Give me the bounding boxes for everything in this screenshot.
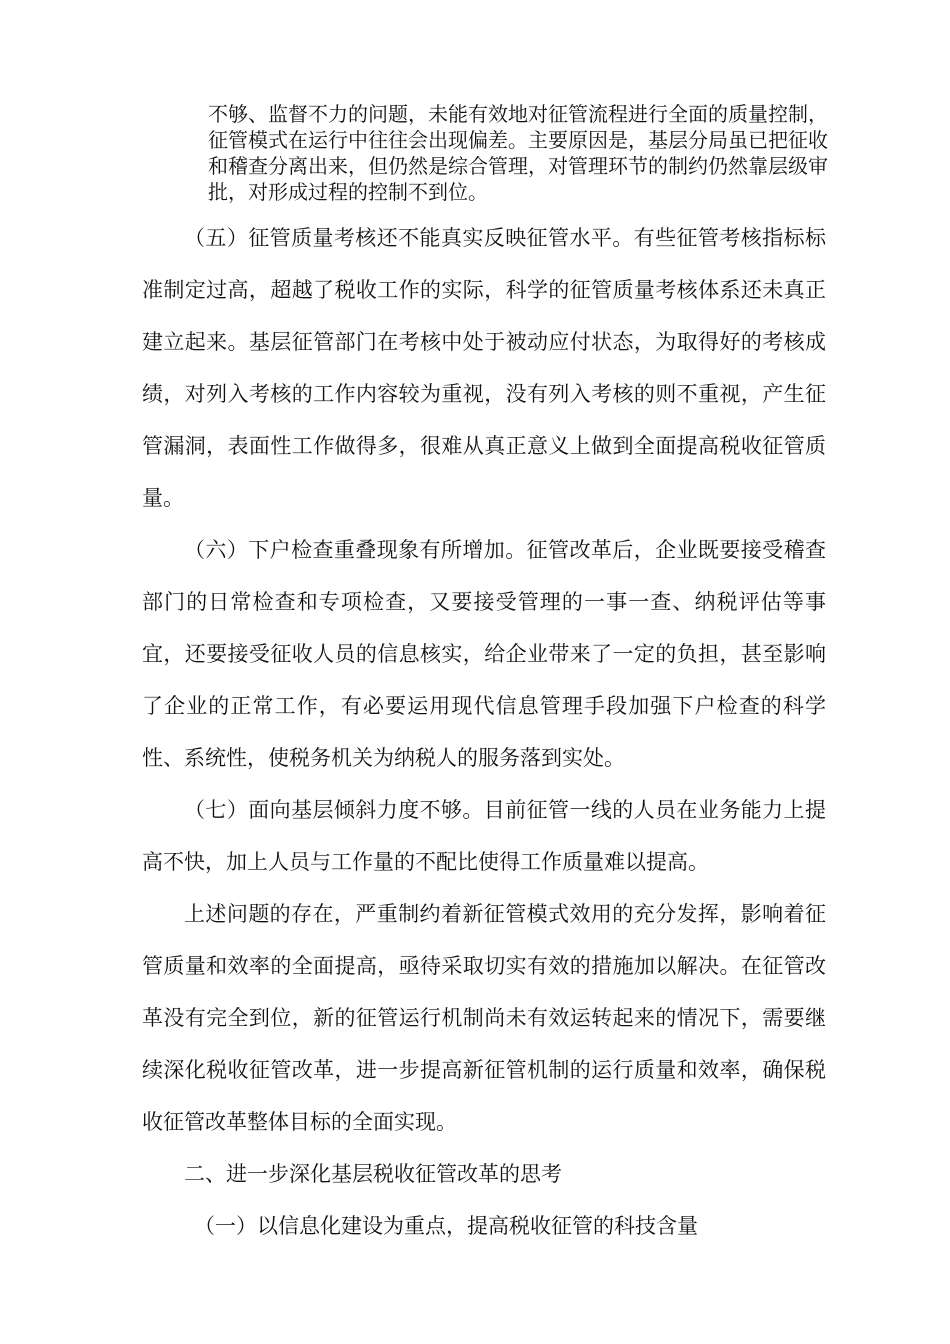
document-body [142,212,826,1252]
summary-paragraph: 上述问题的存在，严重制约着新征管模式效用的充分发挥，影响着征管质量和效率的全面提高，亟待采取切实有效的措施加以解决。在征管改革没有完全到位，新的征管运行机制尚未有效运转起来的情况下，需要继续深化税收征管改革，进一步提高新征管机制的运行质量和效率，确保税收征管改革整体目标的全面实现。 [142,902,826,1134]
paragraph-six: （六）下户检查重叠现象有所增加。征管改革后，企业既要接受稽查部门的日常检查和专项检查，又要接受管理的一事一查、纳税评估等事宜，还要接受征收人员的信息核实，给企业带来了一定的负担，甚至影响了企业的正常工作，有必要运用现代信息管理手段加强下户检查的科学性、系统性，使税务机关为纳税人的服务落到实处。 [142,538,826,770]
paragraph-five: （五）征管质量考核还不能真实反映征管水平。有些征管考核指标标准制定过高，超越了税收工作的实际，科学的征管质量考核体系还未真正建立起来。基层征管部门在考核中处于被动应付状态，为取得好的考核成绩，对列入考核的工作内容较为重视，没有列入考核的则不重视，产生征管漏洞，表面性工作做得多，很难从真正意义上做到全面提高税收征管质量。 [142,226,826,510]
continued-paragraph: 不够、监督不力的问题，未能有效地对征管流程进行全面的质量控制，征管模式在运行中往往会出现偏差。主要原因是，基层分局虽已把征收和稽查分离出来，但仍然是综合管理，对管理环节的制约仍然靠层级审批，对形成过程的控制不到位。 [208,102,828,204]
paragraph-seven: （七）面向基层倾斜力度不够。目前征管一线的人员在业务能力上提高不快，加上人员与工作量的不配比使得工作质量难以提高。 [142,798,826,874]
section-heading: 二、进一步深化基层税收征管改革的思考 [184,1162,562,1186]
subsection-heading: （一）以信息化建设为重点，提高税收征管的科技含量 [194,1214,698,1238]
